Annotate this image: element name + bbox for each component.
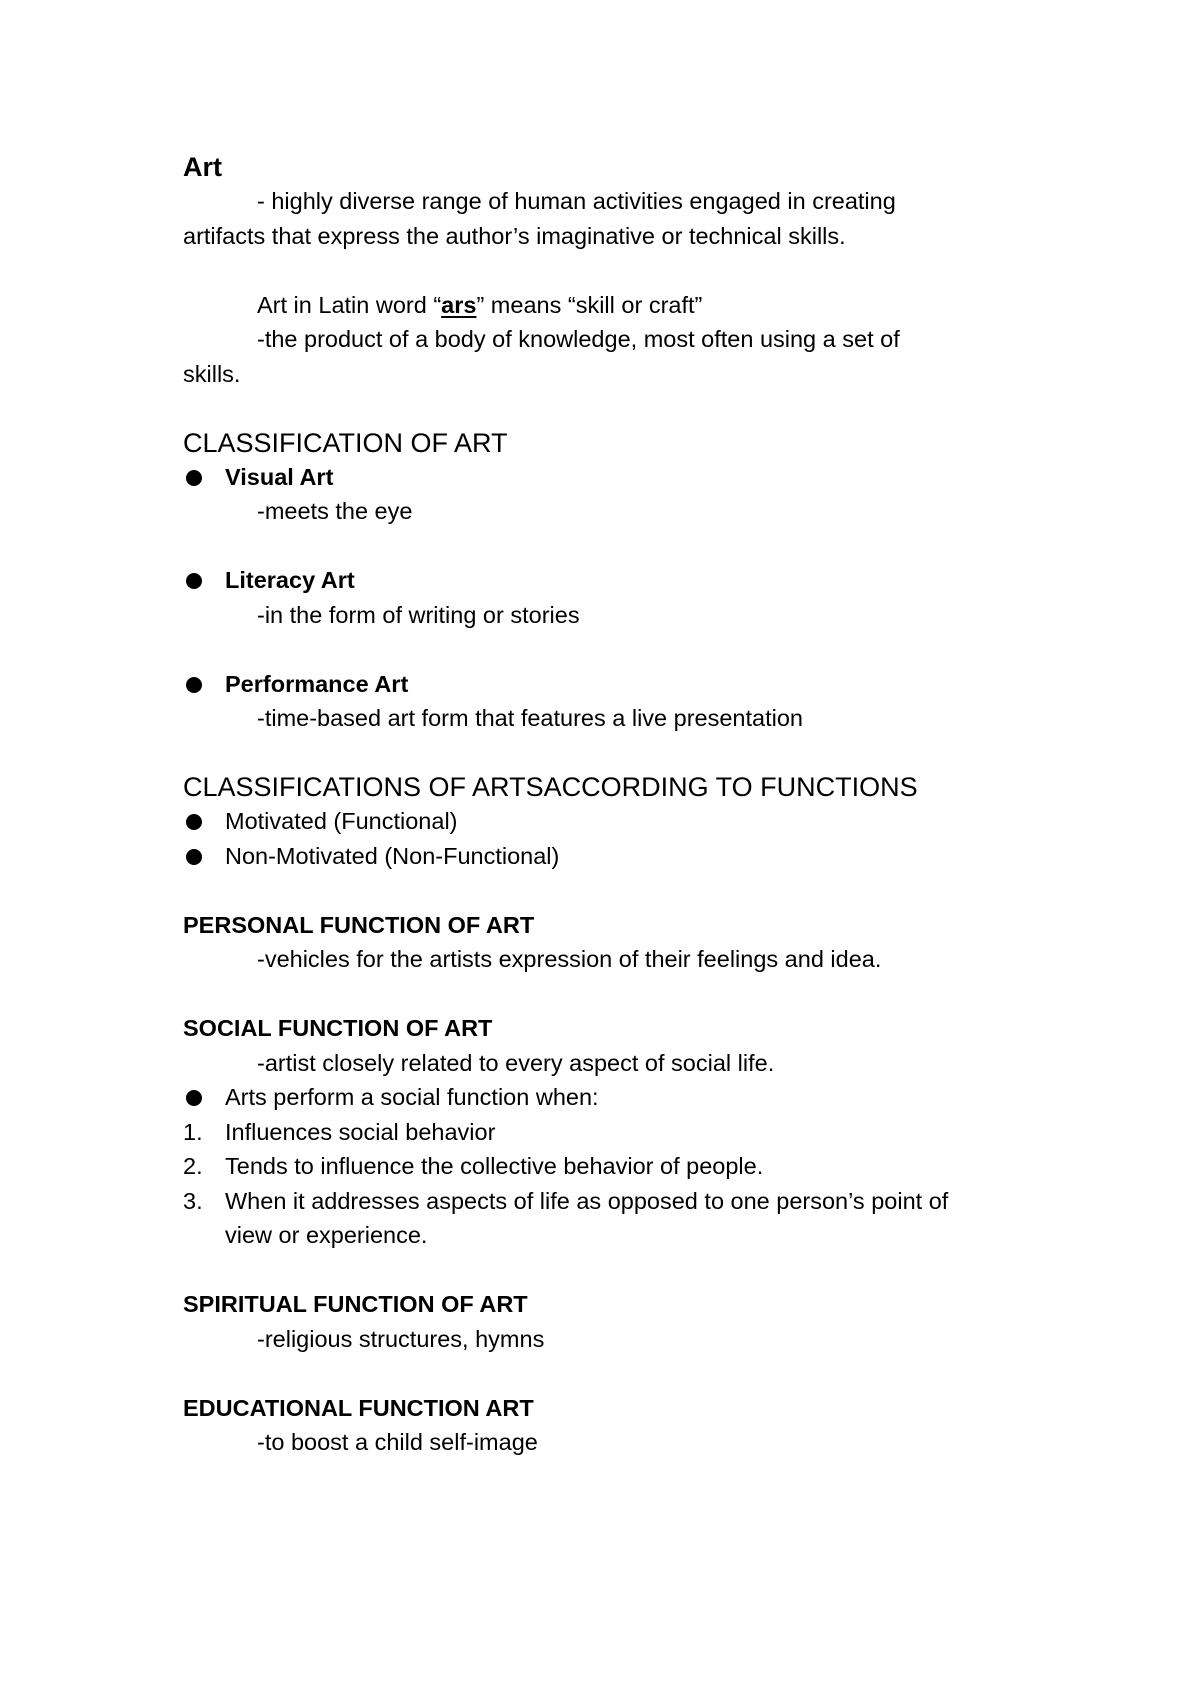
numbered-item (183, 1149, 1043, 1184)
list-number: 3. (183, 1187, 203, 1214)
list-item (183, 839, 1043, 874)
list-item (183, 563, 1043, 598)
educational-heading: EDUCATIONAL FUNCTION ART (183, 1394, 534, 1421)
spiritual-heading: SPIRITUAL FUNCTION OF ART (183, 1291, 528, 1317)
classification-heading: CLASSIFICATION OF ART (183, 427, 508, 458)
bullet-icon (186, 849, 202, 865)
list-item (183, 1080, 1043, 1115)
list-item (183, 667, 1043, 702)
numbered-item (183, 1184, 1043, 1253)
social-bullet: Arts perform a social function when: (225, 1084, 599, 1110)
classification-item-name: Performance Art (225, 670, 409, 697)
functions-item: Non-Motivated (Non-Functional) (225, 842, 560, 869)
spiritual-desc: -religious structures, hymns (257, 1325, 545, 1352)
personal-desc: -vehicles for the artists expression of their feelings and idea. (257, 946, 882, 972)
list-number: 2. (183, 1153, 203, 1179)
bullet-icon (186, 1090, 202, 1106)
functions-classification-heading: CLASSIFICATIONS OF ARTSACCORDING TO FUNCTIONS (183, 772, 918, 802)
list-item (183, 460, 1043, 495)
bullet-icon (186, 470, 202, 486)
document-page (183, 150, 1043, 1460)
functions-item: Motivated (Functional) (225, 808, 458, 834)
bullet-icon (186, 677, 202, 693)
educational-desc: -to boost a child self-image (257, 1429, 538, 1455)
latin-word: ars (441, 291, 477, 318)
latin-suffix: ” means “skill or craft” (476, 291, 703, 318)
product-line2: skills. (183, 360, 241, 387)
bullet-icon (186, 573, 202, 589)
product-line1: -the product of a body of knowledge, most often using a set of (257, 326, 900, 352)
list-item (183, 804, 1043, 839)
latin-prefix: Art in Latin word “ (257, 291, 442, 318)
art-definition-line1: - highly diverse range of human activities engaged in creating (257, 188, 896, 214)
classification-item-desc: -time-based art form that features a live presentation (257, 705, 803, 731)
latin-line (183, 288, 1043, 323)
personal-heading: PERSONAL FUNCTION OF ART (183, 911, 535, 938)
classification-item-desc: -in the form of writing or stories (257, 601, 580, 628)
classification-item-name: Visual Art (225, 463, 334, 490)
list-number: 1. (183, 1118, 203, 1145)
list-text: When it addresses aspects of life as opposed to one person’s point of (225, 1187, 949, 1214)
classification-item-desc: -meets the eye (257, 498, 413, 524)
list-text: Influences social behavior (225, 1118, 496, 1145)
social-desc: -artist closely related to every aspect of social life. (257, 1049, 775, 1076)
art-definition-line2: artifacts that express the author’s imaginative or technical skills. (183, 222, 846, 249)
numbered-item (183, 1115, 1043, 1150)
social-heading: SOCIAL FUNCTION OF ART (183, 1015, 493, 1041)
list-text: Tends to influence the collective behavior of people. (225, 1153, 764, 1179)
classification-item-name: Literacy Art (225, 567, 355, 593)
bullet-icon (186, 814, 202, 830)
list-text-cont: view or experience. (225, 1222, 428, 1248)
art-heading: Art (183, 152, 222, 182)
